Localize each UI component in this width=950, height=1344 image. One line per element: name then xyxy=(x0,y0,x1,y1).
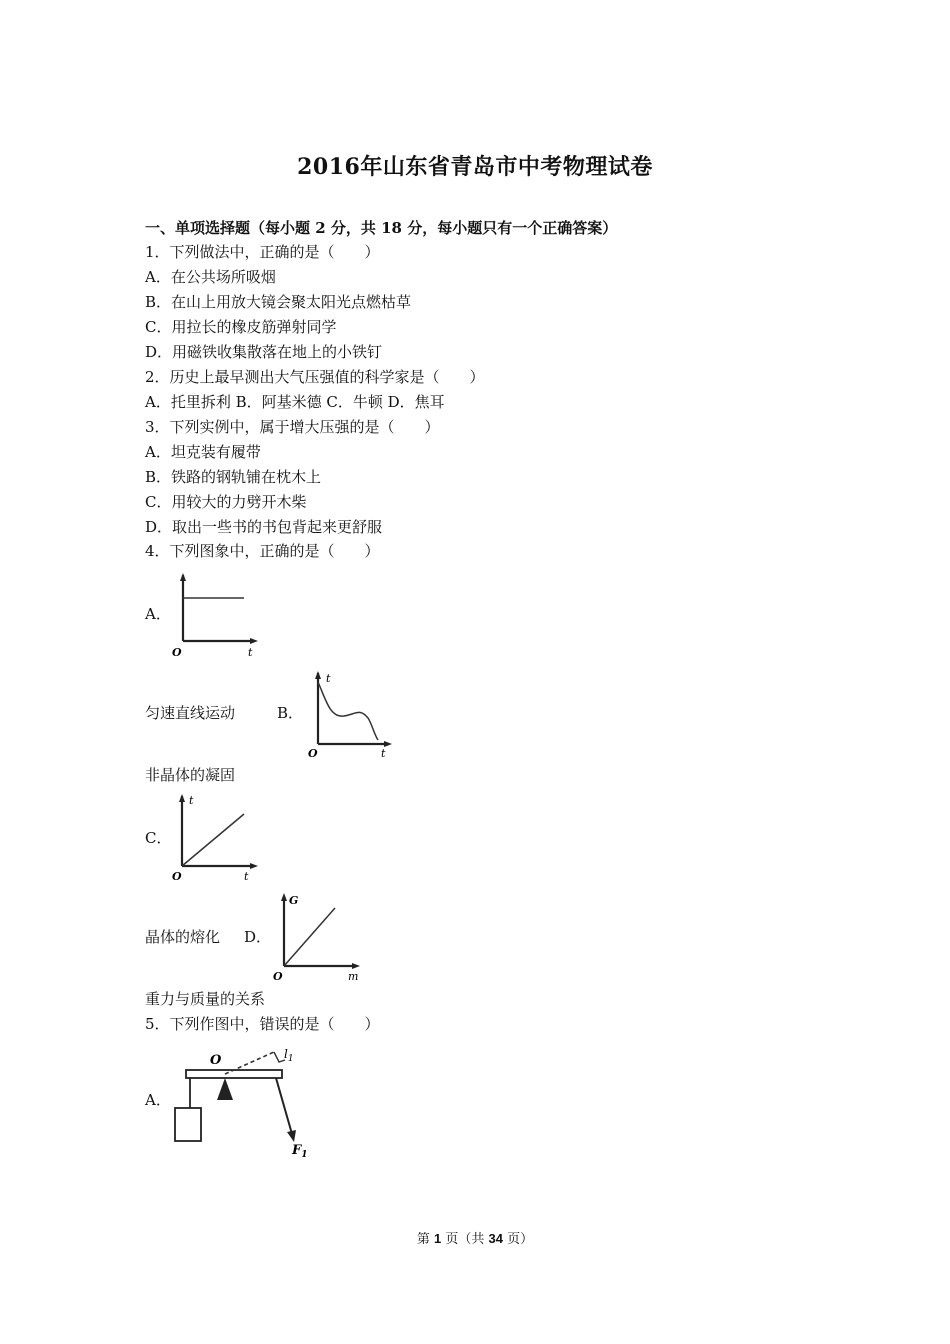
graph-c-origin: O xyxy=(172,870,182,883)
graph-a-x-arrow xyxy=(250,638,258,644)
lever-force-symbol: F xyxy=(292,1143,302,1158)
graph-b-y-label: t xyxy=(326,672,331,685)
question-5-label-a: A． xyxy=(145,1091,171,1109)
question-4-label-c: C． xyxy=(145,829,172,847)
graph-b-curve xyxy=(318,682,378,740)
graph-d-x-label: m xyxy=(348,970,359,983)
question-4-caption-d: 重力与质量的关系 xyxy=(145,990,266,1008)
graph-b-figure xyxy=(302,668,396,760)
question-4-stem: 4．下列图象中，正确的是（ ） xyxy=(145,542,380,560)
graph-a-svg xyxy=(170,570,262,660)
question-4-caption-c: 晶体的熔化 xyxy=(145,928,221,946)
graph-c-svg xyxy=(168,790,262,884)
graph-c-figure xyxy=(168,790,262,884)
question-4-label-d: D． xyxy=(244,928,272,946)
question-4-caption-b: 非晶体的凝固 xyxy=(145,766,236,784)
question-3-option-b: B．铁路的钢轨铺在枕木上 xyxy=(145,468,322,486)
lever-force-arrowhead xyxy=(287,1130,296,1142)
section-heading: 一、单项选择题（每小题 2 分，共 18 分，每小题只有一个正确答案） xyxy=(145,219,618,237)
page-footer xyxy=(0,1228,950,1247)
question-1-option-b: B．在山上用放大镜会聚太阳光点燃枯草 xyxy=(145,293,412,311)
graph-a-origin: O xyxy=(172,646,182,659)
footer-suffix: 页） xyxy=(502,1232,534,1247)
footer-total-pages: 34 xyxy=(488,1231,503,1246)
graph-d-svg xyxy=(268,888,364,984)
graph-a-figure xyxy=(170,570,262,660)
graph-a-y-arrow xyxy=(180,573,186,581)
lever-arm-label xyxy=(284,1047,294,1064)
lever-pivot-label: O xyxy=(210,1053,222,1068)
graph-c-curve xyxy=(182,814,244,866)
graph-b-svg xyxy=(302,668,396,760)
question-3-option-d: D．取出一些书的书包背起来更舒服 xyxy=(145,518,383,536)
question-2-stem: 2．历史上最早测出大气压强值的科学家是（ ） xyxy=(145,368,485,386)
lever-figure xyxy=(168,1042,318,1158)
question-1-option-c: C．用拉长的橡皮筋弹射同学 xyxy=(145,318,337,336)
graph-d-x-arrow xyxy=(352,963,360,969)
question-4-caption-a: 匀速直线运动 xyxy=(145,704,236,722)
question-4-label-a: A． xyxy=(145,605,171,623)
lever-force-label xyxy=(291,1143,308,1158)
question-1-option-d: D．用磁铁收集散落在地上的小铁钉 xyxy=(145,343,383,361)
lever-svg xyxy=(168,1042,318,1158)
lever-arm-symbol: l xyxy=(284,1047,288,1061)
graph-b-origin: O xyxy=(308,747,318,760)
question-3-stem: 3．下列实例中，属于增大压强的是（ ） xyxy=(145,418,440,436)
graph-c-y-arrow xyxy=(179,794,185,802)
graph-b-x-label: t xyxy=(381,747,386,760)
question-1-stem: 1．下列做法中，正确的是（ ） xyxy=(145,243,380,261)
question-2-options: A．托里拆利 B．阿基米德 C．牛顿 D．焦耳 xyxy=(145,393,445,411)
lever-force-sub: 1 xyxy=(301,1150,308,1158)
question-1-option-a: A．在公共场所吸烟 xyxy=(145,268,276,286)
graph-d-y-label: G xyxy=(289,894,299,907)
footer-page-number: 1 xyxy=(434,1231,442,1246)
graph-c-y-label: t xyxy=(189,794,194,807)
footer-prefix: 第 xyxy=(416,1232,435,1247)
graph-b-y-arrow xyxy=(315,671,321,679)
graph-d-y-arrow xyxy=(281,893,287,901)
lever-force-line xyxy=(276,1078,292,1134)
graph-c-x-arrow xyxy=(250,863,258,869)
graph-d-figure xyxy=(268,888,364,984)
question-3-option-c: C．用较大的力劈开木柴 xyxy=(145,493,307,511)
graph-a-x-label: t xyxy=(248,646,253,659)
question-4-label-b: B． xyxy=(277,704,304,722)
page-title: 2016年山东省青岛市中考物理试卷 xyxy=(297,154,653,180)
question-5-stem: 5．下列作图中，错误的是（ ） xyxy=(145,1015,380,1033)
lever-pivot-triangle xyxy=(217,1078,233,1100)
lever-beam xyxy=(186,1070,282,1078)
graph-d-curve xyxy=(284,908,335,966)
graph-d-origin: O xyxy=(273,970,283,983)
question-3-option-a: A．坦克装有履带 xyxy=(145,443,261,461)
lever-arm-sub: 1 xyxy=(287,1054,294,1064)
graph-c-x-label: t xyxy=(244,870,249,883)
footer-middle: 页（共 xyxy=(441,1232,489,1247)
lever-weight-box xyxy=(175,1108,201,1141)
